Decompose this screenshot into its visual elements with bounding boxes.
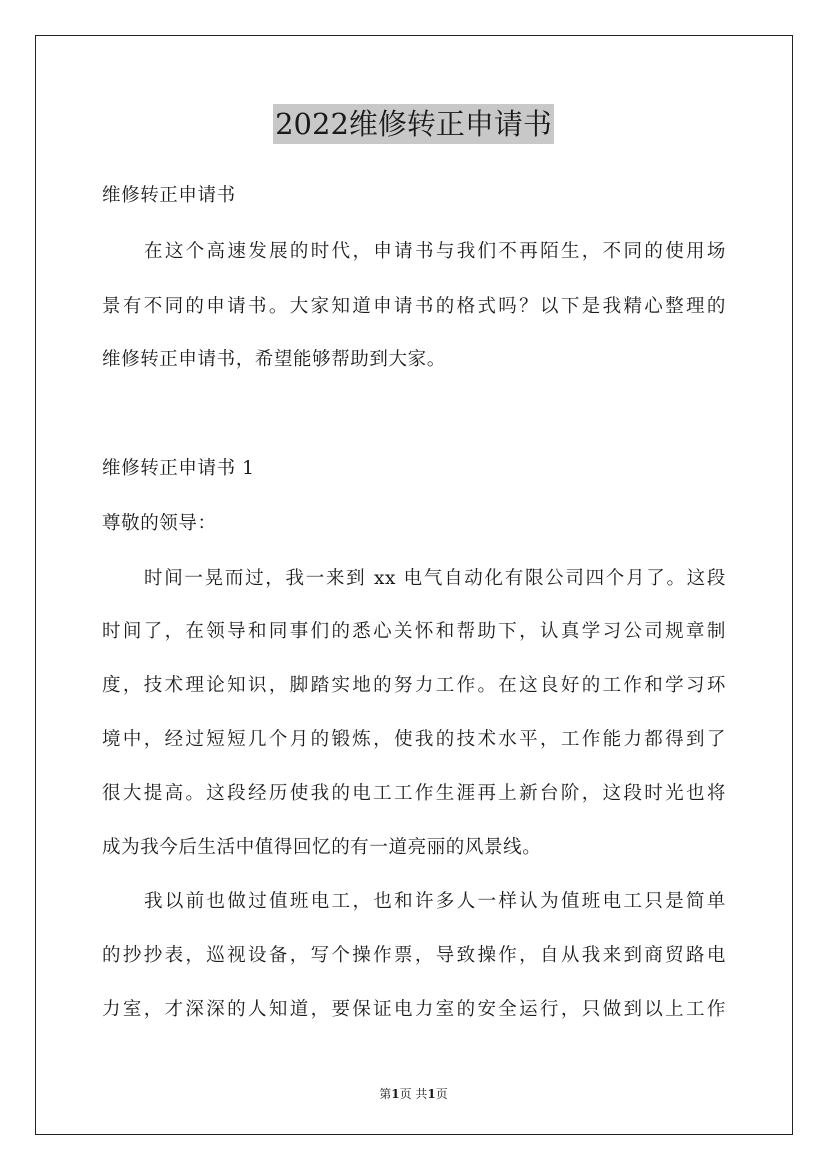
paragraph1-line-5: 很大提高。这段经历使我的电工工作生涯再上新台阶，这段时光也将 xyxy=(102,783,726,804)
title-wrap xyxy=(0,104,827,144)
paragraph1-line-3: 度，技术理论知识，脚踏实地的努力工作。在这良好的工作和学习环 xyxy=(102,675,726,696)
footer-total-pages: 1 xyxy=(427,1087,436,1101)
paragraph1-line-1: 时间一晃而过，我一来到 xx 电气自动化有限公司四个月了。这段 xyxy=(144,568,726,589)
salutation: 尊敬的领导： xyxy=(102,513,217,534)
page-footer xyxy=(0,1085,827,1102)
paragraph2-line-3: 力室，才深深的人知道，要保证电力室的安全运行，只做到以上工作 xyxy=(102,999,726,1020)
paragraph1-line-6: 成为我今后生活中值得回忆的有一道亮丽的风景线。 xyxy=(102,837,542,858)
section-heading: 维修转正申请书 1 xyxy=(102,458,255,479)
footer-page-mid: 页 共 xyxy=(399,1087,428,1101)
paragraph1-line-4: 境中，经过短短几个月的锻炼，使我的技术水平，工作能力都得到了 xyxy=(102,729,726,750)
document-subtitle: 维修转正申请书 xyxy=(102,185,236,206)
paragraph2-line-2: 的抄抄表，巡视设备，写个操作票，导致操作，自从我来到商贸路电 xyxy=(102,945,726,966)
footer-page-suffix: 页 xyxy=(435,1087,448,1101)
footer-page-prefix: 第 xyxy=(379,1087,392,1101)
paragraph1-line-2: 时间了，在领导和同事们的悉心关怀和帮助下，认真学习公司规章制 xyxy=(102,621,726,642)
intro-line-2: 景有不同的申请书。大家知道申请书的格式吗？以下是我精心整理的 xyxy=(102,296,726,317)
intro-line-3: 维修转正申请书，希望能够帮助到大家。 xyxy=(102,349,446,370)
footer-page-number: 1 xyxy=(391,1087,400,1101)
paragraph2-line-1: 我以前也做过值班电工，也和许多人一样认为值班电工只是简单 xyxy=(144,891,726,912)
document-title: 2022维修转正申请书 xyxy=(273,104,554,144)
intro-line-1: 在这个高速发展的时代，申请书与我们不再陌生，不同的使用场 xyxy=(144,241,726,262)
